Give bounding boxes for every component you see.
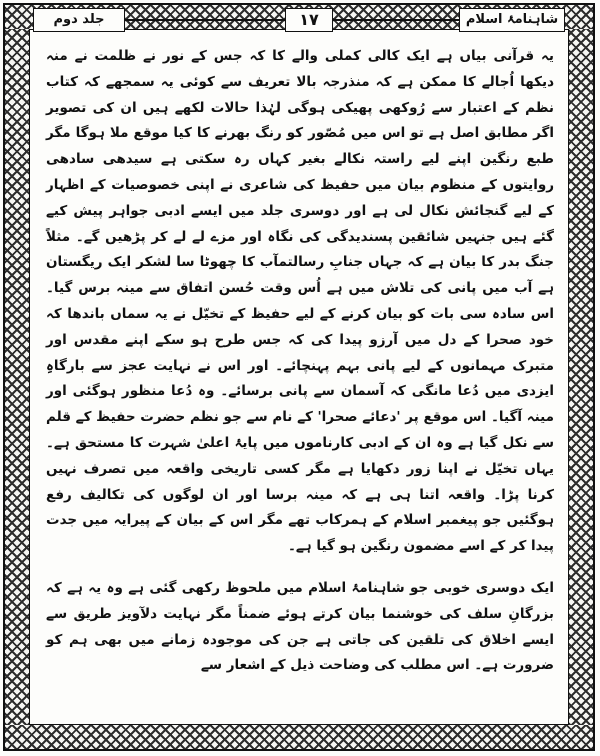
volume-label: جلد دوم	[33, 8, 125, 32]
ornamental-border-right	[569, 29, 593, 725]
paragraph: ایک دوسری خوبی جو شاہنامۂ اسلام میں ملحوظ رکھی گئی ہے وہ یہ ہے کہ بزرگانِ سلف کی خوشنما بیان کرتے ہوئے ضمناً مگر نہایت دلآویز طریق سے ایسے اخلاق کی تلقین کی جاتی ہے جن کی موجودہ زمانے میں بھی ہم کو ضرورت ہے۔ اس مطلب کی وضاحت ذیل کے اشعار سے	[46, 579, 554, 674]
header-rule-right	[333, 19, 459, 21]
page-number: ١٧	[285, 8, 333, 32]
paragraph: یہ قرآنی بیاں ہے ایک کالی کملی والے کا کہ جس کے نور نے ظلمت نے منہ دیکھا اُجالے کا ممکن ہے کہ منذرجہ بالا تعریف سے کوئی یہ سمجھے کہ کتاب نظم کے اعتبار سے رُوکھی پھیکی ہوگی لہٰذا حالات لکھے ہیں ان کی تصویر اگر مطابق اصل ہے تو اس میں مُصّور کو رنگ بھرنے کا کیا موقع ملا ہوگا مگر طبع رنگین اپنے لیے راستہ نکالے بغیر کہاں رہ سکتی ہے سیدھی سادھی روایتوں کے منظوم بیان میں حفیظ کی شاعری نے اپنی خصوصیات کے اظہار کے لیے گنجائش نکال لی ہے اور دوسری جلد میں ایسے ادبی جواہر پیش کیے گئے ہیں جنہیں شائقین پسندیدگی کی نگاہ اور مزے لے لے کر پڑھیں گے۔ مثلاً جنگ بدر کا بیان ہے کہ جہاں جنابِ رسالتمآب کا چھوٹا سا لشکر ایک ریگستان ہے آب میں پانی کی تلاش میں ہے اُس وقت حُسن اتفاق سے مینہ برس گیا۔ اس سادہ سی بات کو بیان کرنے کے لیے حفیظ کے تخیّل نے یہ سماں باندھا کہ خود صحرا کے دل میں آرزو پیدا کی کہ جس طرح ہو سکے اپنے مقدس اور متبرک مہمانوں کے لیے پانی بہم پہنچائے۔ اور اس نے نہایت عجز سے بارگاہِ ایزدی میں دُعا مانگی کہ آسمان سے پانی برسائے۔ وہ دُعا منظور ہوگئی اور مینہ آگیا۔ اس موقع پر 'دعائے صحرا' کے نام سے جو نظم حضرت حفیظ کے قلم سے نکل گیا ہے وہ ان کے ادبی کارناموں میں پایۂ اعلیٰ شہرت کا مستحق ہے۔ یہاں تخیّل نے اپنا زور دکھایا ہے مگر کسی تاریخی واقعہ میں تصرف نہیں کرنا پڑا۔ واقعہ اتنا ہی ہے کہ مینہ برسا اور ان لوگوں کی تکالیف رفع ہوگئیں جو پیغمبر اسلام کے ہمرکاب تھے مگر اس کے بیان کے پیرایہ میں جدت پیدا کر کے اسے مضمون رنگین ہو گیا ہے۔	[46, 48, 554, 555]
series-title: شاہنامۂ اسلام	[459, 8, 565, 32]
page-body	[46, 44, 554, 679]
ornamental-border-left	[5, 29, 29, 725]
header-rule-left	[125, 19, 285, 21]
ornamental-border-bottom	[5, 725, 593, 749]
page-header	[33, 8, 565, 34]
